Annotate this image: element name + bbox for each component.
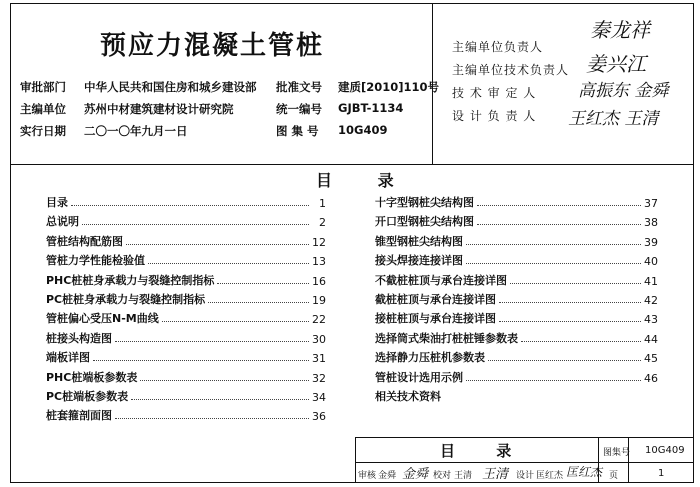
toc-entry <box>375 193 658 210</box>
check-signature: 王清 <box>482 467 509 482</box>
atlas-number: 10G409 <box>338 123 388 137</box>
toc-entry <box>46 406 326 423</box>
serial: GJBT-1134 <box>338 101 404 115</box>
editor-unit-label: 主编单位 <box>20 102 66 116</box>
toc-leader-dots <box>521 341 641 342</box>
editor-unit: 苏州中材建筑建材设计研究院 <box>84 102 234 116</box>
toc-entry-label: PC桩端板参数表 <box>46 390 129 403</box>
role-tech-chief: 主编单位技术负责人 <box>452 63 570 77</box>
toc-entry <box>46 193 326 210</box>
toc-entry <box>46 251 326 268</box>
toc-entry-label: 接头焊接连接详图 <box>375 254 463 268</box>
toc-entry-page: 36 <box>312 410 326 424</box>
toc-leader-dots <box>466 380 641 381</box>
toc-entry-label: 总说明 <box>46 215 79 229</box>
toc-leader-dots <box>93 360 309 361</box>
toc-entry <box>46 290 326 307</box>
toc-leader-dots <box>477 205 641 206</box>
toc-leader-dots <box>71 205 309 206</box>
toc-entry-page: 30 <box>312 332 326 346</box>
toc-entry <box>375 232 658 249</box>
toc-entry-label: 端板详图 <box>46 351 90 365</box>
toc-leader-dots <box>466 244 641 245</box>
role-design-lead: 设 计 负 责 人 <box>452 109 537 123</box>
atlas-number-label: 图 集 号 <box>276 124 319 138</box>
toc-entry-page: 40 <box>644 255 658 269</box>
title-block-name: 目 录 <box>440 442 530 460</box>
page-number: 1 <box>658 468 665 479</box>
toc-entry-label: 选择静力压桩机参数表 <box>375 351 485 365</box>
toc-entry <box>375 212 658 229</box>
toc-entry <box>46 387 326 404</box>
toc-entry-label: PHC桩桩身承载力与裂缝控制指标 <box>46 273 215 287</box>
title-block-atlas-label: 图集号 <box>603 448 631 458</box>
toc-entry-label: 选择筒式柴油打桩桩锤参数表 <box>375 331 518 345</box>
toc-entry <box>375 251 658 268</box>
toc-leader-dots <box>466 263 641 264</box>
toc-entry <box>375 387 658 404</box>
toc-entry-label: PHC桩端板参数表 <box>46 370 138 384</box>
toc-entry-page: 12 <box>312 235 326 249</box>
role-chief-unit: 主编单位负责人 <box>452 40 544 54</box>
design-label: 设计 <box>516 471 535 481</box>
toc-entry-page: 43 <box>644 313 658 327</box>
toc-leader-dots <box>115 418 309 419</box>
toc-entry-page: 41 <box>644 274 658 288</box>
toc-entry <box>375 309 658 326</box>
toc-entry <box>375 329 658 346</box>
signature-chief-unit: 秦龙祥 <box>590 18 650 42</box>
review-label: 审核 <box>358 471 377 481</box>
toc-entry-page: 32 <box>312 371 326 385</box>
signature-tech-chief: 姜兴江 <box>586 52 646 76</box>
atlas-title: 预应力混凝土管桩 <box>100 31 325 61</box>
toc-entry-page: 42 <box>644 294 658 307</box>
date: 二〇一〇年九月一日 <box>84 124 188 138</box>
toc-entry <box>375 348 658 365</box>
toc-entry-page: 44 <box>644 332 658 346</box>
toc-entry-label: 管桩偏心受压N-M曲线 <box>46 312 159 326</box>
review-name: 金舜 <box>378 471 397 481</box>
toc-entry-page: 39 <box>644 235 658 249</box>
toc-entry-label: 管桩设计选用示例 <box>375 370 463 384</box>
toc-entry-label: 不截桩桩顶与承台连接详图 <box>375 273 507 287</box>
toc-entry <box>375 368 658 385</box>
toc-entry-page: 38 <box>644 216 658 230</box>
serial-label: 统一编号 <box>276 102 322 116</box>
approval-dept-label: 审批部门 <box>20 80 66 94</box>
toc-entry-page: 13 <box>312 255 326 269</box>
approval-dept: 中华人民共和国住房和城乡建设部 <box>84 80 257 94</box>
toc-leader-dots <box>148 263 309 264</box>
toc-entry-page: 16 <box>312 274 326 288</box>
toc-leader-dots <box>126 244 309 245</box>
approval-doc: 建质[2010]110号 <box>338 80 440 94</box>
toc-entry-label: 管桩结构配筋图 <box>46 234 123 248</box>
date-label: 实行日期 <box>20 124 66 138</box>
toc-entry-label: 桩套箍剖面图 <box>46 409 112 423</box>
toc-entry <box>46 309 326 326</box>
title-block-vline-2 <box>628 437 629 483</box>
page-label: 页 <box>609 471 619 481</box>
toc-entry <box>375 290 658 307</box>
toc-entry-page: 31 <box>312 352 326 366</box>
toc-entry-label: 桩接头构造图 <box>46 331 112 345</box>
toc-leader-dots <box>131 399 309 400</box>
toc-entry-label: 相关技术资料 <box>375 390 441 403</box>
role-tech-approver: 技 术 审 定 人 <box>452 86 537 100</box>
toc-leader-dots <box>499 321 641 322</box>
toc-entry <box>375 271 658 288</box>
review-signature: 金舜 <box>402 467 429 482</box>
toc-entry-label: 十字型钢桩尖结构图 <box>375 196 474 209</box>
title-block-atlas: 10G409 <box>645 445 685 456</box>
toc-entry-label: 开口型钢桩尖结构图 <box>375 215 474 229</box>
approval-doc-label: 批准文号 <box>276 80 322 94</box>
toc-leader-dots <box>477 224 641 225</box>
toc-heading: 目 录 <box>316 171 414 190</box>
toc-entry <box>46 348 326 365</box>
check-label: 校对 <box>433 471 452 481</box>
toc-leader-dots <box>488 360 641 361</box>
toc-leader-dots <box>499 302 641 303</box>
toc-leader-dots <box>82 224 309 225</box>
toc-leader-dots <box>208 302 309 303</box>
signature-tech-approver: 高振东 金舜 <box>578 81 669 101</box>
toc-entry-page: 37 <box>644 197 658 210</box>
toc-entry-page: 22 <box>312 313 326 327</box>
toc-entry-label: 接桩桩顶与承台连接详图 <box>375 312 496 326</box>
toc-entry-label: 目录 <box>46 196 68 209</box>
toc-entry-page: 45 <box>644 352 658 366</box>
toc-entry <box>46 271 326 288</box>
header-bottom-line <box>10 164 694 165</box>
toc-entry-label: 锥型钢桩尖结构图 <box>375 234 463 248</box>
toc-leader-dots <box>162 321 309 322</box>
toc-entry <box>46 368 326 385</box>
toc-entry-page: 46 <box>644 371 658 385</box>
toc-leader-dots <box>217 283 309 284</box>
toc-entry-page: 34 <box>312 391 326 404</box>
toc-entry <box>46 232 326 249</box>
toc-entry-label: 截桩桩顶与承台连接详图 <box>375 293 496 306</box>
design-signature: 匡红杰 <box>566 465 603 479</box>
toc-entry-label: 管桩力学性能检验值 <box>46 254 145 268</box>
toc-entry-page: 1 <box>319 197 326 210</box>
toc-leader-dots <box>510 283 641 284</box>
toc-entry <box>46 329 326 346</box>
toc-entry-page: 2 <box>319 216 326 230</box>
signature-design-lead: 王红杰 王清 <box>568 109 659 129</box>
design-name: 匡红杰 <box>536 471 564 481</box>
toc-leader-dots <box>115 341 309 342</box>
toc-entry <box>46 212 326 229</box>
toc-leader-dots <box>140 380 309 381</box>
toc-entry-label: PC桩桩身承载力与裂缝控制指标 <box>46 293 206 306</box>
toc-entry-page: 19 <box>312 294 326 307</box>
check-name: 王清 <box>454 471 473 481</box>
